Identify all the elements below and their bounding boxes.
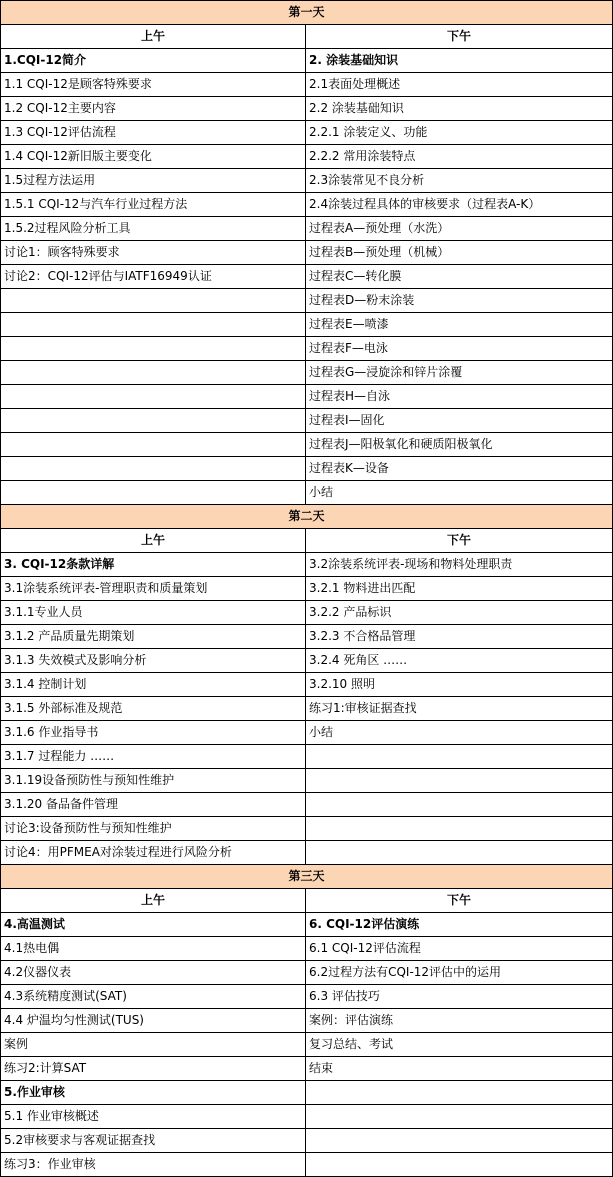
afternoon-cell: 过程表H—自泳 [306,385,613,409]
afternoon-cell: 3.2涂装系统评表-现场和物料处理职责 [306,553,613,577]
day-title: 第一天 [1,1,613,25]
table-row [1,1129,613,1153]
table-row [1,937,613,961]
afternoon-cell: 过程表B—预处理（机械） [306,241,613,265]
day-title: 第三天 [1,865,613,889]
day-header-row [1,505,613,529]
morning-cell: 1.5过程方法运用 [1,169,306,193]
morning-cell: 1.5.1 CQI-12与汽车行业过程方法 [1,193,306,217]
afternoon-cell: 6. CQI-12评估演练 [306,913,613,937]
afternoon-cell: 2.2 涂装基础知识 [306,97,613,121]
morning-cell [1,409,306,433]
table-row [1,1009,613,1033]
morning-cell: 3.1.1专业人员 [1,601,306,625]
table-row [1,1153,613,1177]
afternoon-cell: 2.2.2 常用涂装特点 [306,145,613,169]
morning-cell: 讨论1：顾客特殊要求 [1,241,306,265]
table-row [1,481,613,505]
afternoon-cell [306,817,613,841]
table-row [1,361,613,385]
afternoon-cell: 过程表J—阳极氧化和硬质阳极氧化 [306,433,613,457]
morning-cell: 案例 [1,1033,306,1057]
table-row [1,265,613,289]
afternoon-cell: 过程表A—预处理（水洗） [306,217,613,241]
morning-cell: 4.高温测试 [1,913,306,937]
table-row [1,457,613,481]
morning-cell: 4.2仪器仪表 [1,961,306,985]
table-row [1,577,613,601]
morning-cell: 3. CQI-12条款详解 [1,553,306,577]
afternoon-header: 下午 [306,529,613,553]
afternoon-cell: 结束 [306,1057,613,1081]
afternoon-cell: 过程表D—粉末涂装 [306,289,613,313]
morning-cell: 5.作业审核 [1,1081,306,1105]
table-row [1,241,613,265]
afternoon-cell [306,793,613,817]
morning-cell: 1.CQI-12简介 [1,49,306,73]
table-row [1,961,613,985]
afternoon-cell: 3.2.10 照明 [306,673,613,697]
table-row [1,817,613,841]
morning-cell: 练习2:计算SAT [1,1057,306,1081]
afternoon-cell: 练习1:审核证据查找 [306,697,613,721]
schedule-body [1,1,613,1177]
period-header-row [1,25,613,49]
morning-cell: 3.1.2 产品质量先期策划 [1,625,306,649]
morning-cell: 4.3系统精度测试(SAT) [1,985,306,1009]
afternoon-cell [306,1081,613,1105]
table-row [1,1033,613,1057]
table-row [1,217,613,241]
afternoon-cell: 6.2过程方法有CQI-12评估中的运用 [306,961,613,985]
afternoon-cell: 3.2.4 死角区 …… [306,649,613,673]
morning-cell [1,385,306,409]
table-row [1,745,613,769]
afternoon-cell: 6.3 评估技巧 [306,985,613,1009]
table-row [1,1105,613,1129]
table-row [1,121,613,145]
morning-cell: 4.4 炉温均匀性测试(TUS) [1,1009,306,1033]
morning-cell: 讨论4：用PFMEA对涂装过程进行风险分析 [1,841,306,865]
day-title: 第二天 [1,505,613,529]
day-header-row [1,1,613,25]
morning-cell [1,457,306,481]
morning-cell [1,433,306,457]
morning-cell [1,289,306,313]
morning-cell: 3.1.7 过程能力 …… [1,745,306,769]
afternoon-cell: 过程表C—转化膜 [306,265,613,289]
morning-cell: 5.2审核要求与客观证据查找 [1,1129,306,1153]
morning-cell: 3.1.20 备品备件管理 [1,793,306,817]
table-row [1,985,613,1009]
afternoon-cell [306,1129,613,1153]
table-row [1,625,613,649]
table-row [1,673,613,697]
morning-cell: 1.5.2过程风险分析工具 [1,217,306,241]
morning-cell: 5.1 作业审核概述 [1,1105,306,1129]
afternoon-cell: 3.2.1 物料进出匹配 [306,577,613,601]
table-row [1,649,613,673]
morning-cell: 1.1 CQI-12是顾客特殊要求 [1,73,306,97]
afternoon-cell: 过程表F—电泳 [306,337,613,361]
afternoon-cell: 小结 [306,721,613,745]
table-row [1,1057,613,1081]
table-row [1,841,613,865]
table-row [1,145,613,169]
afternoon-cell: 小结 [306,481,613,505]
period-header-row [1,889,613,913]
afternoon-cell: 过程表K—设备 [306,457,613,481]
afternoon-cell: 3.2.2 产品标识 [306,601,613,625]
afternoon-cell [306,745,613,769]
table-row [1,49,613,73]
morning-cell [1,337,306,361]
afternoon-cell: 过程表E—喷漆 [306,313,613,337]
afternoon-cell: 案例：评估演练 [306,1009,613,1033]
table-row [1,601,613,625]
table-row [1,409,613,433]
morning-cell: 3.1.19设备预防性与预知性维护 [1,769,306,793]
morning-cell: 3.1.5 外部标准及规范 [1,697,306,721]
table-row [1,193,613,217]
afternoon-cell: 2.3涂装常见不良分析 [306,169,613,193]
afternoon-cell: 复习总结、考试 [306,1033,613,1057]
afternoon-cell: 2.2.1 涂装定义、功能 [306,121,613,145]
morning-cell: 1.3 CQI-12评估流程 [1,121,306,145]
table-row [1,337,613,361]
morning-cell: 3.1.3 失效模式及影响分析 [1,649,306,673]
table-row [1,769,613,793]
morning-cell [1,313,306,337]
morning-cell: 练习3：作业审核 [1,1153,306,1177]
table-row [1,385,613,409]
afternoon-cell [306,1105,613,1129]
morning-header: 上午 [1,529,306,553]
afternoon-cell: 3.2.3 不合格品管理 [306,625,613,649]
morning-cell: 3.1.6 作业指导书 [1,721,306,745]
afternoon-cell: 6.1 CQI-12评估流程 [306,937,613,961]
afternoon-cell: 过程表I—固化 [306,409,613,433]
afternoon-cell: 过程表G—浸旋涂和锌片涂覆 [306,361,613,385]
afternoon-cell [306,1153,613,1177]
afternoon-header: 下午 [306,25,613,49]
table-row [1,793,613,817]
morning-cell: 3.1.4 控制计划 [1,673,306,697]
afternoon-cell: 2.1表面处理概述 [306,73,613,97]
table-row [1,1081,613,1105]
table-row [1,721,613,745]
table-row [1,289,613,313]
afternoon-cell: 2.4涂装过程具体的审核要求（过程表A-K） [306,193,613,217]
afternoon-header: 下午 [306,889,613,913]
table-row [1,553,613,577]
morning-cell [1,481,306,505]
afternoon-cell: 2. 涂装基础知识 [306,49,613,73]
table-row [1,169,613,193]
morning-cell [1,361,306,385]
table-row [1,913,613,937]
morning-cell: 3.1涂装系统评表-管理职责和质量策划 [1,577,306,601]
morning-cell: 1.4 CQI-12新旧版主要变化 [1,145,306,169]
morning-header: 上午 [1,25,306,49]
morning-cell: 讨论3:设备预防性与预知性维护 [1,817,306,841]
table-row [1,73,613,97]
day-header-row [1,865,613,889]
afternoon-cell [306,769,613,793]
period-header-row [1,529,613,553]
table-row [1,697,613,721]
morning-header: 上午 [1,889,306,913]
morning-cell: 4.1热电偶 [1,937,306,961]
morning-cell: 讨论2：CQI-12评估与IATF16949认证 [1,265,306,289]
morning-cell: 1.2 CQI-12主要内容 [1,97,306,121]
table-row [1,433,613,457]
table-row [1,313,613,337]
afternoon-cell [306,841,613,865]
table-row [1,97,613,121]
